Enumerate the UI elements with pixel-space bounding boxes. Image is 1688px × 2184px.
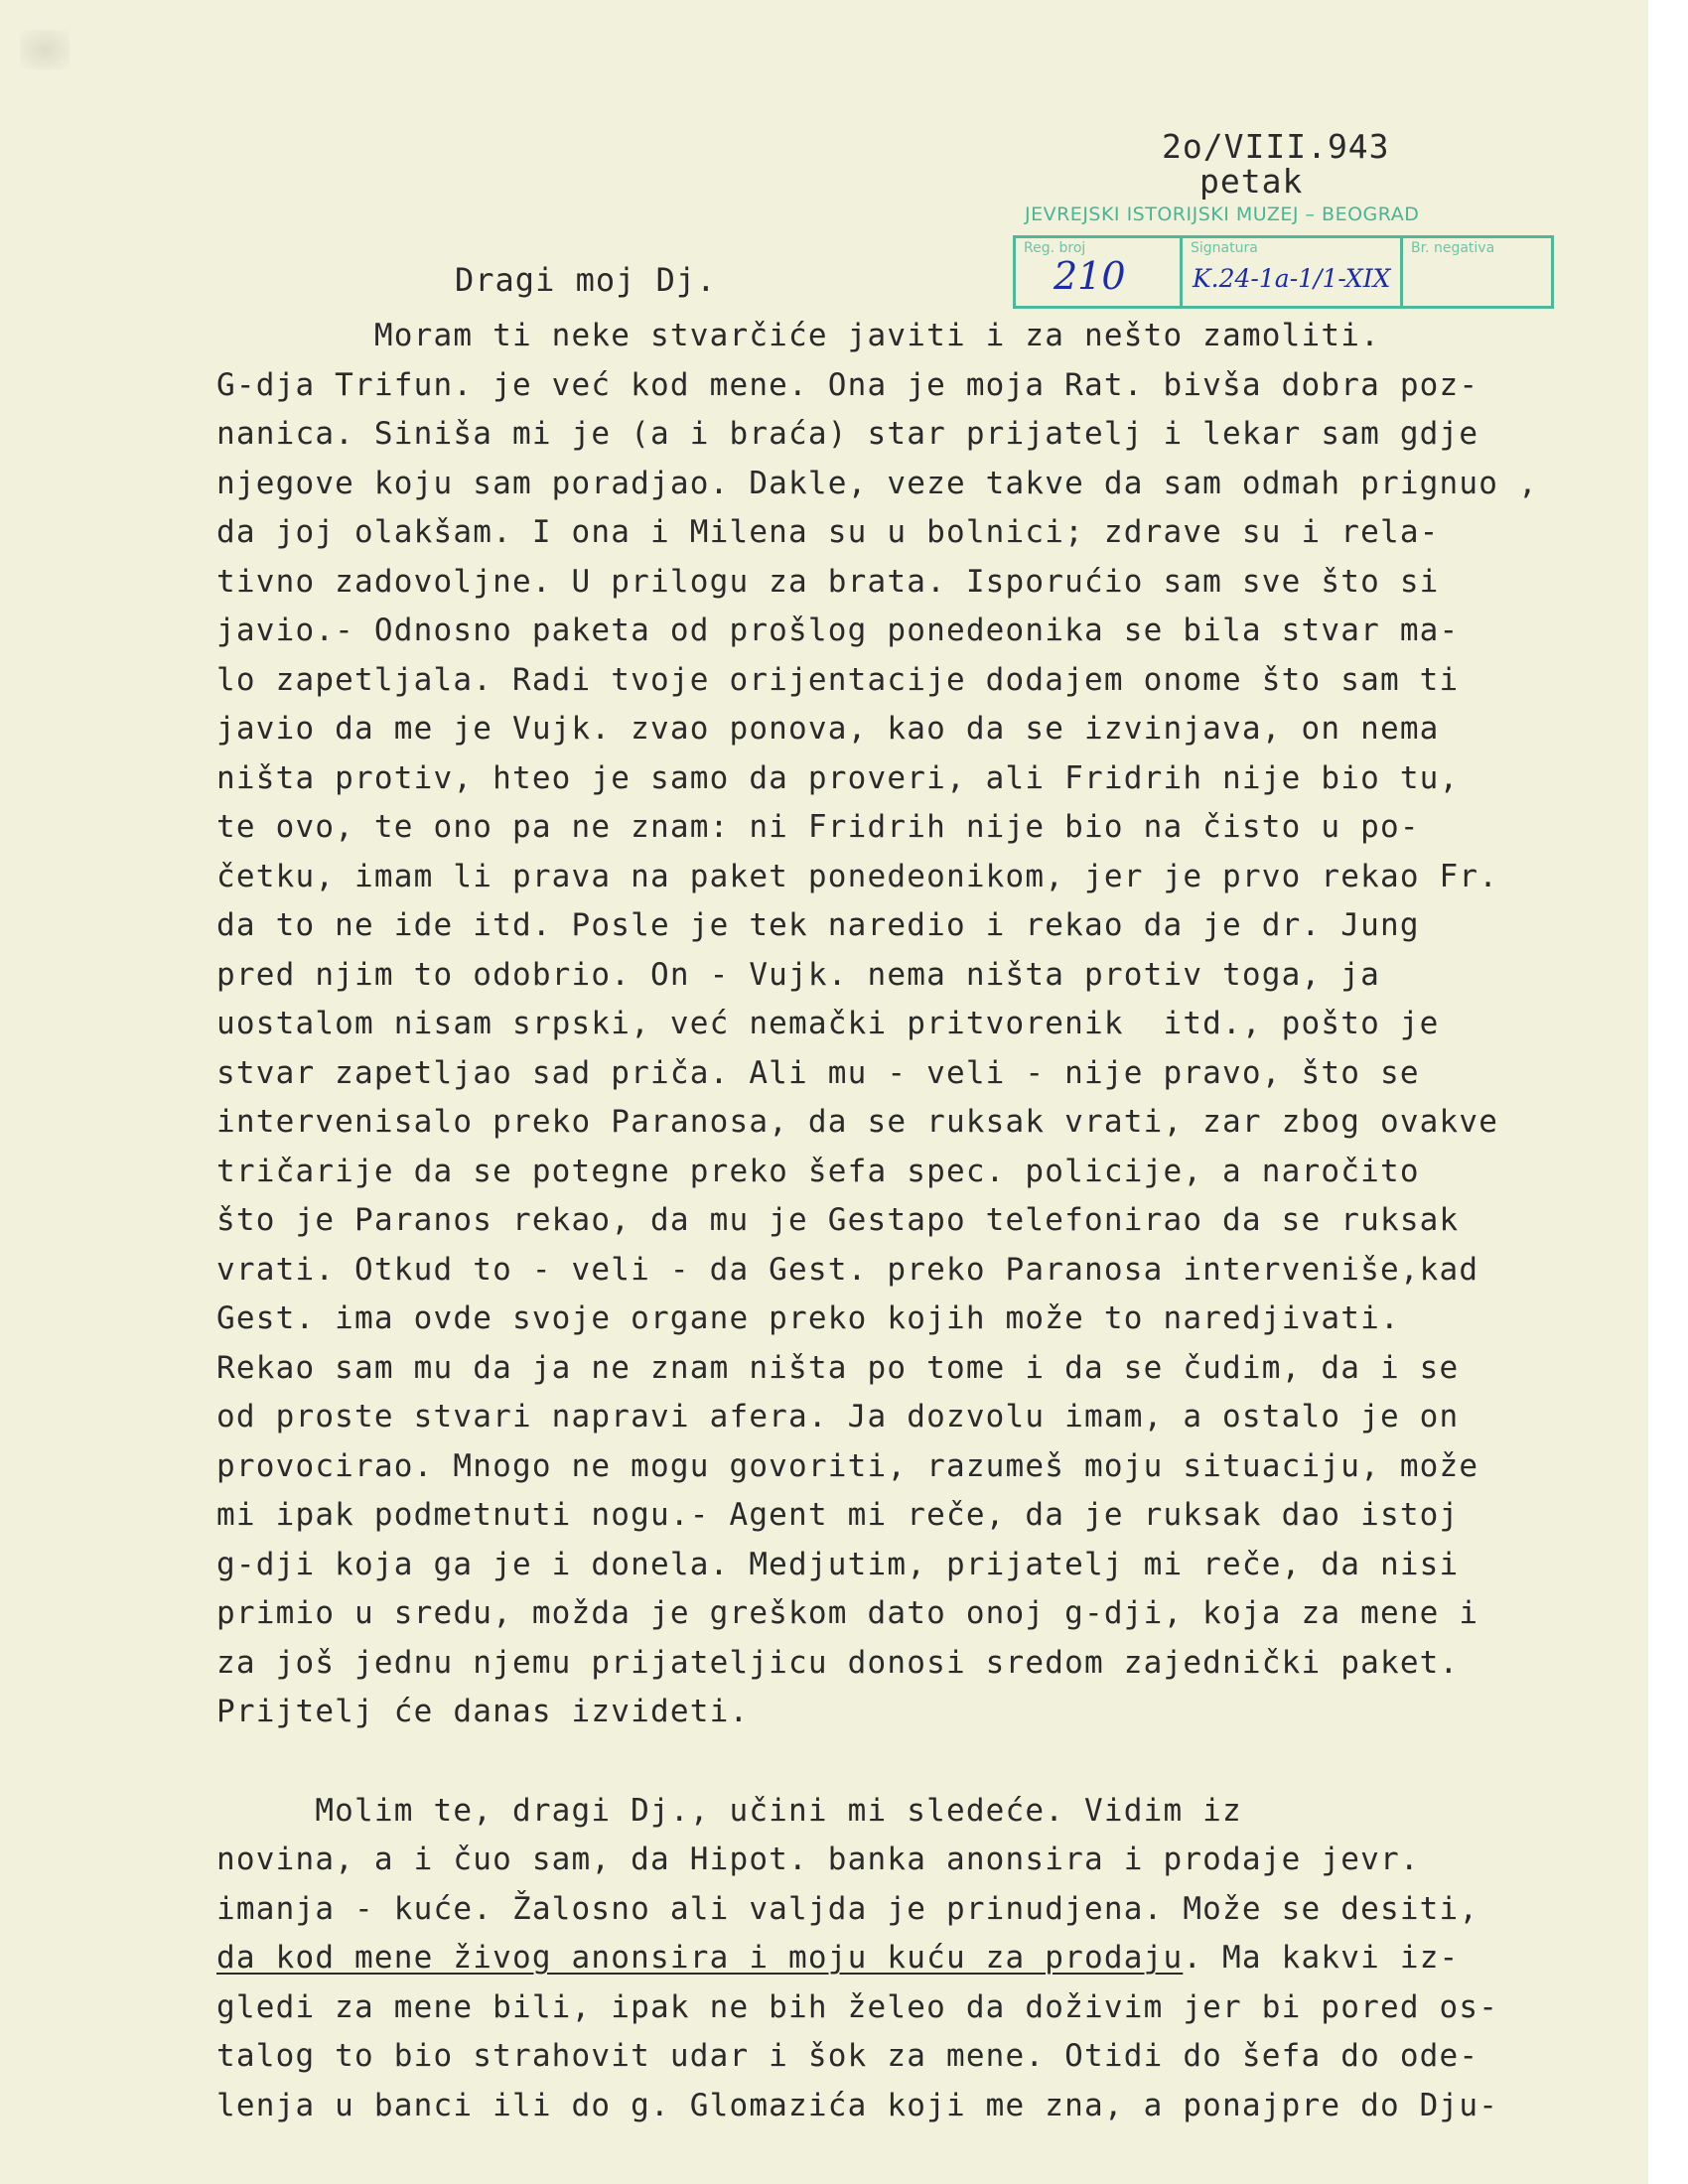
letter-line: imanja - kuće. Žalosno ali valjda je prinudjena. Može se desiti, [216,1890,1479,1927]
letter-line: mi ipak podmetnuti nogu.- Agent mi reče, da je ruksak dao istoj [216,1497,1460,1533]
paper-smudge [20,30,70,69]
letter-line: intervenisalo preko Paranosa, da se ruksak vrati, zar zbog ovakve [216,1104,1499,1140]
letter-line: četku, imam li prava na paket ponedeonikom, jer je prvo rekao Fr. [216,858,1499,894]
letter-line: pred njim to odobrio. On - Vujk. nema ništa protiv toga, ja [216,956,1380,993]
letter-line: lenja u banci ili do g. Glomazića koji me zna, a ponajpre do Dju- [216,2087,1499,2123]
letter-line: za još jednu njemu prijateljicu donosi sredom zajednički paket. [216,1644,1460,1681]
letter-line: vrati. Otkud to - veli - da Gest. preko Paranosa interveniše,kad [216,1251,1479,1288]
letter-line: g-dji koja ga je i donela. Medjutim, prijatelj mi reče, da nisi [216,1546,1460,1582]
stamp-signature-label: Signatura [1191,240,1258,256]
letter-line: lo zapetljala. Radi tvoje orijentacije dodajem onome što sam ti [216,661,1460,698]
letter-line: od proste stvari napravi afera. Ja dozvolu imam, a ostalo je on [216,1399,1460,1434]
stamp-reg-cell [1016,238,1183,306]
letter-line: gledi za mene bili, ipak ne bih želeo da doživim jer bi pored os- [216,1988,1499,2025]
letter-line: provocirao. Mnogo ne mogu govoriti, razumeš moju situaciju, može [216,1447,1479,1484]
letter-line: njegove koju sam poradjao. Dakle, veze takve da sam odmah prignuo , [216,465,1538,501]
letter-line: nanica. Siniša mi je (a i braća) star prijatelj i lekar sam gdje [216,416,1479,452]
letter-line: javio da me je Vujk. zvao ponova, kao da se izvinjava, on nema [216,711,1440,747]
letter-line: Gest. ima ovde svoje organe preko kojih može to naredjivati. [216,1300,1400,1336]
letter-date: 2o/VIII.943 [1162,127,1390,166]
letter-salutation: Dragi moj Dj. [455,261,717,299]
stamp-box [1013,235,1554,309]
stamp-reg-label: Reg. broj [1024,240,1086,256]
stamp-signature-cell [1183,238,1403,306]
stamp-negative-cell [1403,238,1551,306]
letter-line: primio u sredu, možda je greškom dato onoj g-dji, koja za mene i [216,1595,1479,1631]
letter-line: Rekao sam mu da ja ne znam ništa po tome i da se čudim, da i se [216,1349,1460,1386]
letter-line: G-dja Trifun. je već kod mene. Ona je moja Rat. bivša dobra poz- [216,366,1479,403]
stamp-reg-value: 210 [1054,254,1126,298]
letter-line: javio.- Odnosno paketa od prošlog ponedeonika se bila stvar ma- [216,613,1460,648]
letter-line: Molim te, dragi Dj., učini mi sledeće. Vidim iz [216,1792,1242,1829]
letter-weekday: petak [1199,162,1304,201]
letter-line: ništa protiv, hteo je samo da proveri, ali Fridrih nije bio tu, [216,759,1460,796]
letter-line: da joj olakšam. I ona i Milena su u bolnici; zdrave su i rela- [216,514,1440,550]
letter-line: tričarije da se potegne preko šefa spec. policije, a naročito [216,1153,1420,1189]
letter-line: da to ne ide itd. Posle je tek naredio i rekao da je dr. Jung [216,907,1420,943]
letter-line: uostalom nisam srpski, već nemački pritvorenik itd., pošto je [216,1006,1440,1041]
underlined-text: da kod mene živog anonsira i moju kuću za prodaju [216,1940,1184,1976]
line-tail: . Ma kakvi iz- [1183,1940,1460,1976]
letter-line: stvar zapetljao sad priča. Ali mu - veli - nije pravo, što se [216,1054,1420,1091]
stamp-institution: JEVREJSKI ISTORIJSKI MUZEJ – BEOGRAD [1025,204,1420,225]
letter-line: tivno zadovoljne. U prilogu za brata. Isporućio sam sve što si [216,563,1440,600]
museum-stamp [1013,204,1554,311]
letter-line: što je Paranos rekao, da mu je Gestapo telefonirao da se ruksak [216,1202,1460,1238]
letter-line: Prijtelj će danas izvideti. [216,1694,750,1729]
scan-margin [1648,0,1688,2184]
letter-line [216,1940,1459,1976]
stamp-signature-value: K.24-1a-1/1-XIX [1193,264,1391,293]
letter-line: te ovo, te ono pa ne znam: ni Fridrih nije bio na čisto u po- [216,809,1420,845]
letter-line: Moram ti neke stvarčiće javiti i za nešto zamoliti. [216,318,1380,353]
stamp-negative-label: Br. negativa [1411,240,1495,256]
letter-line: talog to bio strahovit udar i šok za mene. Otidi do šefa do ode- [216,2038,1479,2074]
letter-line: novina, a i čuo sam, da Hipot. banka anonsira i prodaje jevr. [216,1842,1420,1877]
